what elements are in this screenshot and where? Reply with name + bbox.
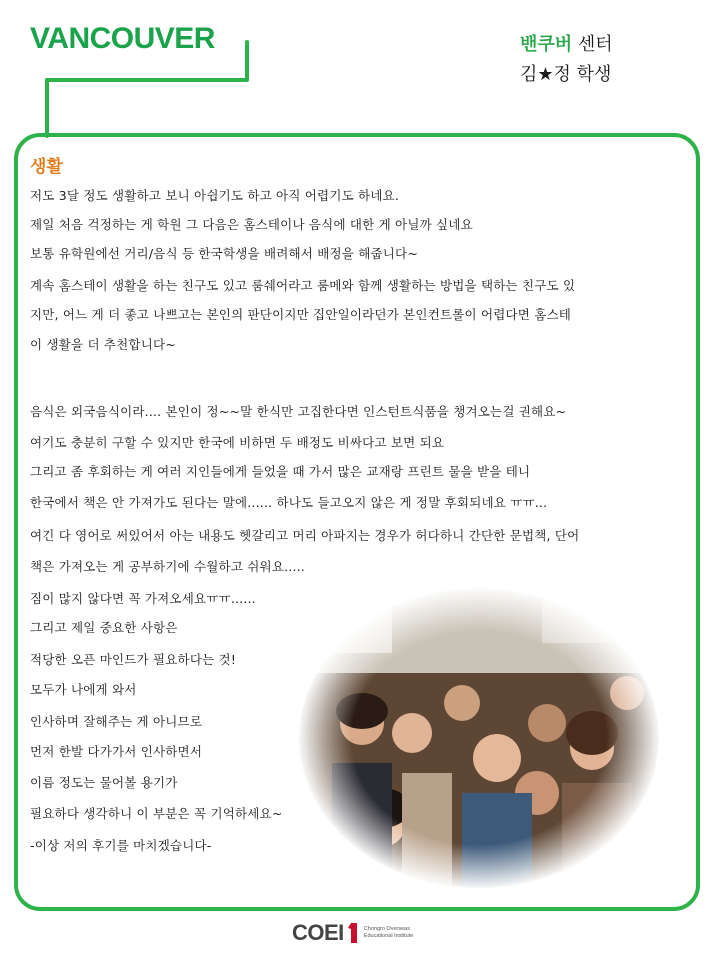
connector-line: [45, 78, 249, 82]
body-line: 그리고 좀 후회하는 게 여러 지인들에게 들었을 때 가서 많은 교재랑 프린트 물을 받을 테니: [30, 464, 531, 479]
body-line: 이름 정도는 물어볼 용기가: [30, 775, 178, 790]
center-name-rest: 센터: [572, 34, 613, 55]
center-name-accent: 밴쿠버: [520, 34, 573, 55]
body-line: 먼저 한발 다가가서 인사하면서: [30, 744, 203, 759]
coei-subtitle: [364, 926, 414, 940]
section-title: 생활: [30, 157, 63, 177]
body-line: 책은 가져오는 게 공부하기에 수월하고 쉬워요.....: [30, 559, 305, 574]
body-line: 모두가 나에게 와서: [30, 682, 137, 697]
body-line: 필요하다 생각하니 이 부분은 꼭 기억하세요~: [30, 806, 283, 821]
group-photo: [292, 583, 666, 893]
body-line: 적당한 오픈 마인드가 필요하다는 것!: [30, 652, 237, 667]
vancouver-logo: VANCOUVER: [30, 22, 215, 55]
connector-line: [245, 40, 249, 80]
connector-line: [45, 78, 49, 138]
footer-brand: [292, 918, 413, 948]
body-line: 저도 3달 정도 생활하고 보니 아쉽기도 하고 아직 어렵기도 하네요.: [30, 188, 400, 203]
body-line: 제일 처음 걱정하는 게 학원 그 다음은 홈스테이나 음식에 대한 게 아닐까 싶네요: [30, 217, 473, 232]
coei-logo-icon: [348, 922, 358, 944]
body-line: 여기도 충분히 구할 수 있지만 한국에 비하면 두 배정도 비싸다고 보면 되요: [30, 435, 445, 450]
body-line: -이상 저의 후기를 마치겠습니다-: [30, 838, 212, 853]
body-line: 짐이 많지 않다면 꼭 가져오세요ㅠㅠ......: [30, 591, 256, 606]
body-line: 보통 유학원에선 거리/음식 등 한국학생을 배려해서 배정을 해줍니다~: [30, 246, 418, 261]
body-line: 음식은 외국음식이라.... 본인이 정~~말 한식만 고집한다면 인스턴트식품을 챙겨오는걸 권해요~: [30, 404, 567, 419]
body-line: 계속 홈스테이 생활을 하는 친구도 있고 룸쉐어라고 룸메와 함께 생활하는 방법을 택하는 친구도 있: [30, 278, 576, 293]
coei-subtitle-line: Chongro Overseas: [363, 926, 410, 932]
center-name: [520, 30, 613, 60]
body-line: 지만, 어느 게 더 좋고 나쁘고는 본인의 판단이지만 집안일이라던가 본인컨트롤이 어렵다면 홈스테: [30, 307, 572, 322]
coei-subtitle-line: Educational Institute: [363, 933, 414, 939]
body-line: 그리고 제일 중요한 사항은: [30, 620, 178, 635]
body-line: 이 생활을 더 추천합니다~: [30, 337, 176, 352]
coei-logo-text: COEI: [292, 920, 344, 945]
body-line: 인사하며 잘해주는 게 아니므로: [30, 714, 203, 729]
body-line: 한국에서 책은 안 가져가도 된다는 말에...... 하나도 들고오지 않은 게 정말 후회되네요 ㅠㅠ...: [30, 495, 548, 510]
header-info: [520, 30, 613, 90]
body-line: 여긴 다 영어로 써있어서 아는 내용도 헷갈리고 머리 아파지는 경우가 허다하니 간단한 문법책, 단어: [30, 528, 580, 543]
student-name: 김★정 학생: [520, 64, 612, 85]
